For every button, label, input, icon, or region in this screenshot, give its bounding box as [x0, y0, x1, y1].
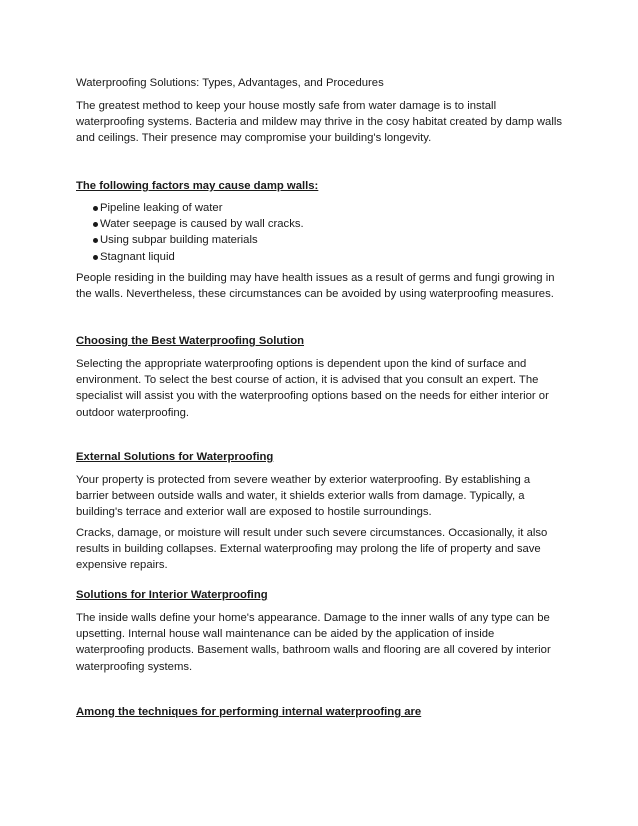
list-item-text: Pipeline leaking of water	[100, 202, 223, 214]
list-item-text: Stagnant liquid	[100, 250, 175, 263]
interior-solutions-heading: Solutions for Interior Waterproofing	[76, 589, 268, 601]
damp-walls-paragraph: People residing in the building may have health issues as a result of germs and fungi growing in the walls. Nevertheless, these circumstances can be avoided by using waterproofing measures.	[76, 272, 555, 301]
interior-solutions-paragraph: The inside walls define your home's appearance. Damage to the inner walls of any type can be upsetting. Internal house wall maintenance can be aided by the application of inside waterproofing products. Basement walls, bathroom walls and flooring are all covered by interior waterproofing systems.	[76, 612, 551, 673]
intro-paragraph: The greatest method to keep your house mostly safe from water damage is to install waterproofing systems. Bacteria and mildew may thrive in the cosy habitat created by damp walls and ceilings. Their presence may compromise your building's longevity.	[76, 100, 562, 145]
list-item-text: Using subpar building materials	[100, 234, 258, 247]
damp-causes-list	[76, 200, 564, 265]
choosing-solution-paragraph: Selecting the appropriate waterproofing options is dependent upon the kind of surface and environment. To select the best course of action, it is advised that you consult an expert. The specialist will assist you with the waterproofing options based on the needs for either interior or outdoor waterproofing.	[76, 358, 549, 419]
list-item	[76, 232, 564, 248]
external-solutions-paragraph-2: Cracks, damage, or moisture will result under such severe circumstances. Occasionally, it also results in building collapses. External waterproofing may prolong the life of property and save expensive repairs.	[76, 527, 548, 572]
choosing-solution-heading: Choosing the Best Waterproofing Solution	[76, 335, 305, 347]
damp-walls-heading: The following factors may cause damp walls:	[76, 180, 319, 192]
list-item	[76, 200, 564, 216]
list-item	[76, 216, 564, 232]
document-title: Waterproofing Solutions: Types, Advantages, and Procedures	[76, 77, 384, 89]
bullet-icon	[93, 222, 98, 227]
bullet-icon	[93, 206, 98, 211]
internal-techniques-heading: Among the techniques for performing internal waterproofing are	[76, 706, 422, 718]
bullet-icon	[93, 255, 98, 260]
external-solutions-heading: External Solutions for Waterproofing	[76, 451, 274, 463]
bullet-icon	[93, 238, 98, 243]
list-item	[76, 249, 564, 265]
list-item-text: Water seepage is caused by wall cracks.	[100, 218, 304, 231]
external-solutions-paragraph-1: Your property is protected from severe weather by exterior waterproofing. By establishing a barrier between outside walls and water, it shields exterior walls from damage. Typically, a building's terrace and exterior wall are exposed to hostile surroundings.	[76, 474, 531, 519]
